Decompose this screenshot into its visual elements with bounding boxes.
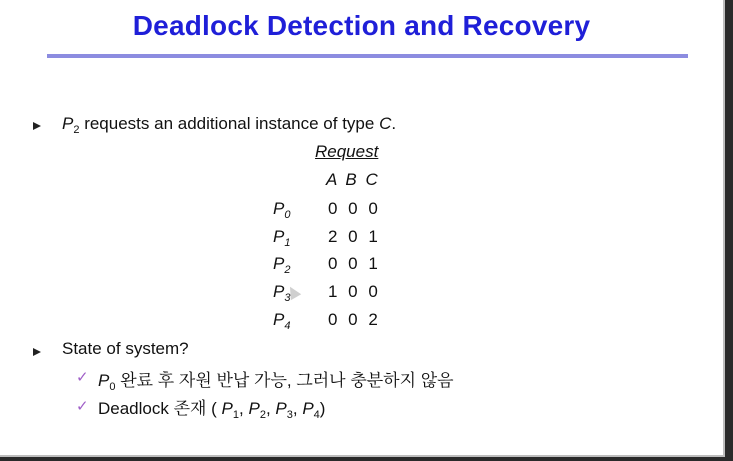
slide-title: Deadlock Detection and Recovery xyxy=(132,10,591,41)
arrow-bullet-icon xyxy=(33,348,41,356)
column-header: A B C xyxy=(326,170,380,189)
process-label: P xyxy=(62,114,74,133)
process-subscript: 2 xyxy=(73,124,80,136)
sub-bullet-deadlock: Deadlock 존재 ( $P_1$, $P_2$, $P_3$, $P_4$) xyxy=(98,399,326,421)
row-label-p1: $P_1$ xyxy=(273,227,291,249)
row-label-p2: $P_2$ xyxy=(273,254,291,276)
row-label-p4: $P_4$ xyxy=(273,310,291,332)
row-values-p4: 0 0 2 xyxy=(328,310,381,329)
bullet-period: . xyxy=(391,114,397,133)
row-values-p0: 0 0 0 xyxy=(328,199,381,218)
row-label-p3: $P_3$ xyxy=(273,282,291,304)
checkmark-icon: ✓ xyxy=(76,369,89,386)
bullet-request-text xyxy=(62,114,396,136)
sub-bullet-release: $P_0$ 완료 후 자원 반납 가능, 그러나 충분하지 않음 xyxy=(98,371,454,393)
row-values-p1: 2 0 1 xyxy=(328,227,381,246)
row-values-p3: 1 0 0 xyxy=(328,282,381,301)
row-values-p2: 0 0 1 xyxy=(328,254,381,273)
row-label-p0: $P_0$ xyxy=(273,199,291,221)
bullet-text: requests an additional instance of type xyxy=(79,114,380,133)
checkmark-icon: ✓ xyxy=(76,398,89,415)
bullet-state-text: State of system? xyxy=(62,339,189,358)
arrow-bullet-icon xyxy=(33,122,41,130)
title-underline xyxy=(47,54,688,58)
request-header: Request xyxy=(315,142,379,161)
resource-type: C xyxy=(379,114,392,133)
